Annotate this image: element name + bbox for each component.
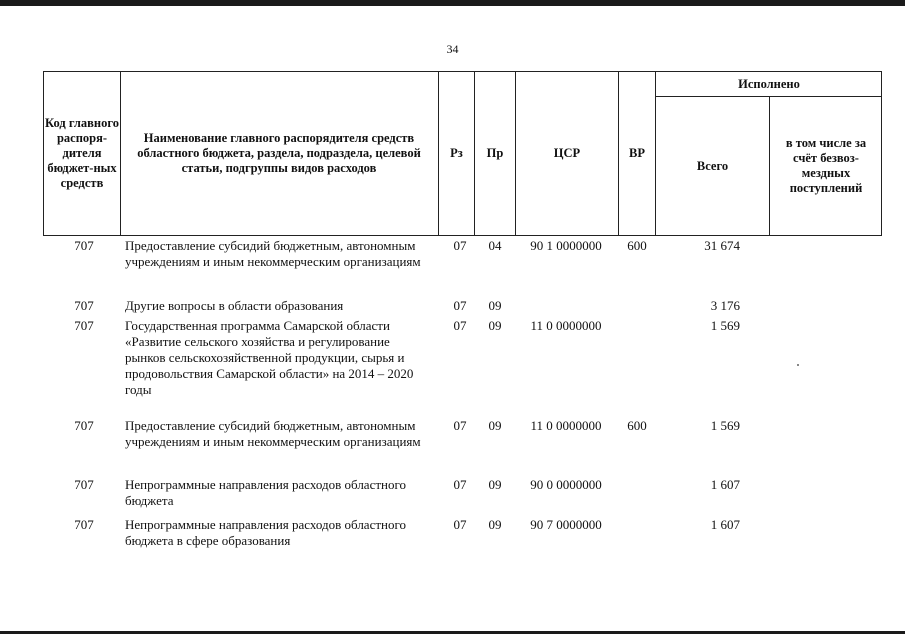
- row-total: 31 674: [704, 238, 740, 253]
- row-total: 1 607: [710, 477, 740, 492]
- row-pr: 09: [488, 477, 502, 492]
- scan-edge-top: [0, 0, 905, 6]
- row-name: Другие вопросы в области образования: [125, 298, 344, 313]
- header-rz: Рз: [450, 146, 463, 160]
- row-pr: 09: [488, 517, 502, 532]
- header-divider: [769, 96, 770, 236]
- header-executed: Исполнено: [738, 76, 800, 91]
- header-code: Код главного распоря-дителя бюджет-ных средств: [45, 116, 119, 190]
- row-name: Предоставление субсидий бюджетным, автономным учреждениям и иным некоммерческим организациям: [125, 418, 421, 449]
- row-name: Государственная программа Самарской области «Развитие сельского хозяйства и регулирование рынков сельскохозяйственной продукции, сырья и продовольствия Самарской области» на 2014 – 2020 годы: [125, 318, 414, 397]
- row-csr: 90 7 0000000: [530, 517, 602, 532]
- row-name: Непрограммные направления расходов областного бюджета: [125, 477, 406, 508]
- header-pr: Пр: [486, 146, 504, 160]
- row-csr: 11 0 0000000: [530, 418, 602, 433]
- row-code: 707: [74, 418, 94, 433]
- row-rz: 07: [453, 418, 467, 433]
- row-total: 3 176: [710, 298, 740, 313]
- scan-speck: [797, 364, 799, 366]
- row-rz: 07: [453, 238, 467, 253]
- header-including: в том числе за счёт безвоз-мездных поступлений: [785, 136, 867, 195]
- page-number: 34: [446, 42, 459, 56]
- row-pr: 09: [488, 318, 502, 333]
- row-rz: 07: [453, 517, 467, 532]
- row-rz: 07: [453, 298, 467, 313]
- row-code: 707: [74, 517, 94, 532]
- row-csr: 90 0 0000000: [530, 477, 602, 492]
- row-rz: 07: [453, 477, 467, 492]
- header-vr: ВР: [629, 146, 645, 160]
- row-pr: 09: [488, 418, 502, 433]
- row-csr: 90 1 0000000: [530, 238, 602, 253]
- header-csr: ЦСР: [553, 146, 581, 160]
- row-pr: 09: [488, 298, 502, 313]
- scan-edge-bottom: [0, 631, 905, 634]
- row-vr: 600: [627, 418, 647, 433]
- row-name: Непрограммные направления расходов областного бюджета в сфере образования: [125, 517, 406, 548]
- row-csr: 11 0 0000000: [530, 318, 602, 333]
- row-rz: 07: [453, 318, 467, 333]
- header-name: Наименование главного распорядителя средств областного бюджета, раздела, подраздела, целевой статьи, подгруппы видов расходов: [137, 131, 421, 175]
- header-total: Всего: [696, 158, 729, 173]
- row-pr: 04: [488, 238, 502, 253]
- header-divider: [120, 71, 121, 236]
- row-code: 707: [74, 477, 94, 492]
- row-code: 707: [74, 238, 94, 253]
- row-code: 707: [74, 298, 94, 313]
- row-code: 707: [74, 318, 94, 333]
- row-name: Предоставление субсидий бюджетным, автономным учреждениям и иным некоммерческим организациям: [125, 238, 421, 269]
- row-vr: 600: [627, 238, 647, 253]
- row-total: 1 607: [710, 517, 740, 532]
- row-total: 1 569: [710, 418, 740, 433]
- row-total: 1 569: [710, 318, 740, 333]
